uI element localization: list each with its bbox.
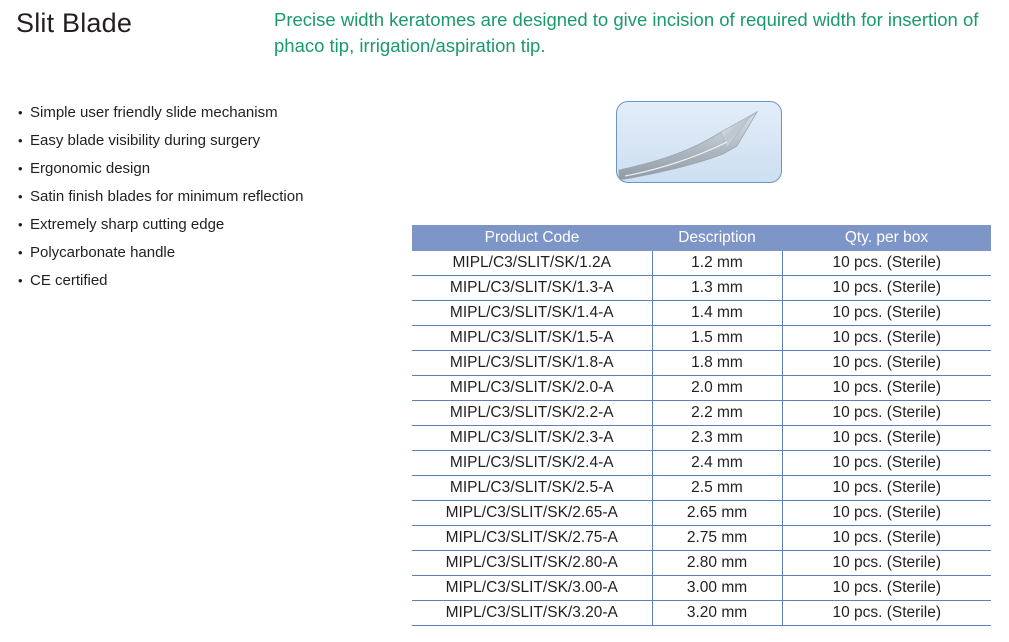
qty-cell: 10 pcs. (Sterile)	[782, 526, 991, 551]
feature-label: Satin finish blades for minimum reflection	[30, 188, 304, 205]
bullet-icon: •	[18, 217, 23, 232]
column-header-qty: Qty. per box	[782, 225, 991, 251]
bullet-icon: •	[18, 273, 23, 288]
table-row	[412, 501, 991, 526]
page-title: Slit Blade	[16, 8, 133, 38]
qty-cell: 10 pcs. (Sterile)	[782, 476, 991, 501]
column-header-description: Description	[652, 225, 782, 251]
product-code-cell: MIPL/C3/SLIT/SK/2.65-A	[412, 501, 652, 526]
feature-item	[18, 127, 303, 155]
table-row	[412, 601, 991, 626]
qty-cell: 10 pcs. (Sterile)	[782, 501, 991, 526]
bullet-icon: •	[18, 161, 23, 176]
qty-cell: 10 pcs. (Sterile)	[782, 301, 991, 326]
qty-cell: 10 pcs. (Sterile)	[782, 551, 991, 576]
product-code-cell: MIPL/C3/SLIT/SK/1.4-A	[412, 301, 652, 326]
table-row	[412, 551, 991, 576]
description-cell: 1.5 mm	[652, 326, 782, 351]
product-code-cell: MIPL/C3/SLIT/SK/1.2A	[412, 251, 652, 276]
description-cell: 3.20 mm	[652, 601, 782, 626]
description-cell: 2.0 mm	[652, 376, 782, 401]
qty-cell: 10 pcs. (Sterile)	[782, 376, 991, 401]
feature-label: Easy blade visibility during surgery	[30, 132, 261, 149]
description-cell: 2.2 mm	[652, 401, 782, 426]
table-row	[412, 276, 991, 301]
product-code-cell: MIPL/C3/SLIT/SK/2.0-A	[412, 376, 652, 401]
description-cell: 2.5 mm	[652, 476, 782, 501]
qty-cell: 10 pcs. (Sterile)	[782, 451, 991, 476]
feature-item	[18, 267, 303, 295]
qty-cell: 10 pcs. (Sterile)	[782, 276, 991, 301]
table-header-row	[412, 225, 991, 251]
product-code-cell: MIPL/C3/SLIT/SK/1.5-A	[412, 326, 652, 351]
product-image	[616, 101, 782, 183]
product-code-cell: MIPL/C3/SLIT/SK/1.3-A	[412, 276, 652, 301]
description-cell: 1.3 mm	[652, 276, 782, 301]
bullet-icon: •	[18, 245, 23, 260]
product-code-cell: MIPL/C3/SLIT/SK/2.5-A	[412, 476, 652, 501]
description-cell: 2.4 mm	[652, 451, 782, 476]
product-code-cell: MIPL/C3/SLIT/SK/2.2-A	[412, 401, 652, 426]
feature-item	[18, 99, 303, 127]
qty-cell: 10 pcs. (Sterile)	[782, 251, 991, 276]
feature-label: Polycarbonate handle	[30, 244, 176, 261]
description-cell: 2.3 mm	[652, 426, 782, 451]
feature-label: CE certified	[30, 272, 108, 289]
slit-blade-icon	[617, 102, 781, 182]
description-cell: 1.2 mm	[652, 251, 782, 276]
bullet-icon: •	[18, 105, 23, 120]
bullet-icon: •	[18, 189, 23, 204]
qty-cell: 10 pcs. (Sterile)	[782, 326, 991, 351]
table-row	[412, 251, 991, 276]
bullet-icon: •	[18, 133, 23, 148]
product-code-cell: MIPL/C3/SLIT/SK/2.3-A	[412, 426, 652, 451]
product-code-cell: MIPL/C3/SLIT/SK/2.4-A	[412, 451, 652, 476]
product-code-cell: MIPL/C3/SLIT/SK/3.00-A	[412, 576, 652, 601]
product-code-cell: MIPL/C3/SLIT/SK/2.75-A	[412, 526, 652, 551]
product-code-cell: MIPL/C3/SLIT/SK/1.8-A	[412, 351, 652, 376]
table-row	[412, 301, 991, 326]
qty-cell: 10 pcs. (Sterile)	[782, 576, 991, 601]
feature-label: Extremely sharp cutting edge	[30, 216, 225, 233]
intro-text: Precise width keratomes are designed to give incision of required width for insertion of phaco tip, irrigation/aspiration tip.	[274, 9, 979, 56]
column-header-product-code: Product Code	[412, 225, 652, 251]
feature-label: Ergonomic design	[30, 160, 151, 177]
table-row	[412, 426, 991, 451]
table-row	[412, 351, 991, 376]
feature-label: Simple user friendly slide mechanism	[30, 104, 278, 121]
feature-item	[18, 155, 303, 183]
feature-list	[18, 99, 303, 295]
table-row	[412, 476, 991, 501]
product-table	[412, 225, 991, 626]
description-cell: 2.75 mm	[652, 526, 782, 551]
table-row	[412, 326, 991, 351]
table-row	[412, 526, 991, 551]
qty-cell: 10 pcs. (Sterile)	[782, 401, 991, 426]
feature-item	[18, 183, 303, 211]
table-row	[412, 576, 991, 601]
description-cell: 1.4 mm	[652, 301, 782, 326]
description-cell: 2.65 mm	[652, 501, 782, 526]
feature-item	[18, 239, 303, 267]
table-row	[412, 401, 991, 426]
feature-item	[18, 211, 303, 239]
table-row	[412, 376, 991, 401]
description-cell: 1.8 mm	[652, 351, 782, 376]
description-cell: 2.80 mm	[652, 551, 782, 576]
product-code-cell: MIPL/C3/SLIT/SK/3.20-A	[412, 601, 652, 626]
product-code-cell: MIPL/C3/SLIT/SK/2.80-A	[412, 551, 652, 576]
table-row	[412, 451, 991, 476]
qty-cell: 10 pcs. (Sterile)	[782, 426, 991, 451]
qty-cell: 10 pcs. (Sterile)	[782, 601, 991, 626]
qty-cell: 10 pcs. (Sterile)	[782, 351, 991, 376]
description-cell: 3.00 mm	[652, 576, 782, 601]
